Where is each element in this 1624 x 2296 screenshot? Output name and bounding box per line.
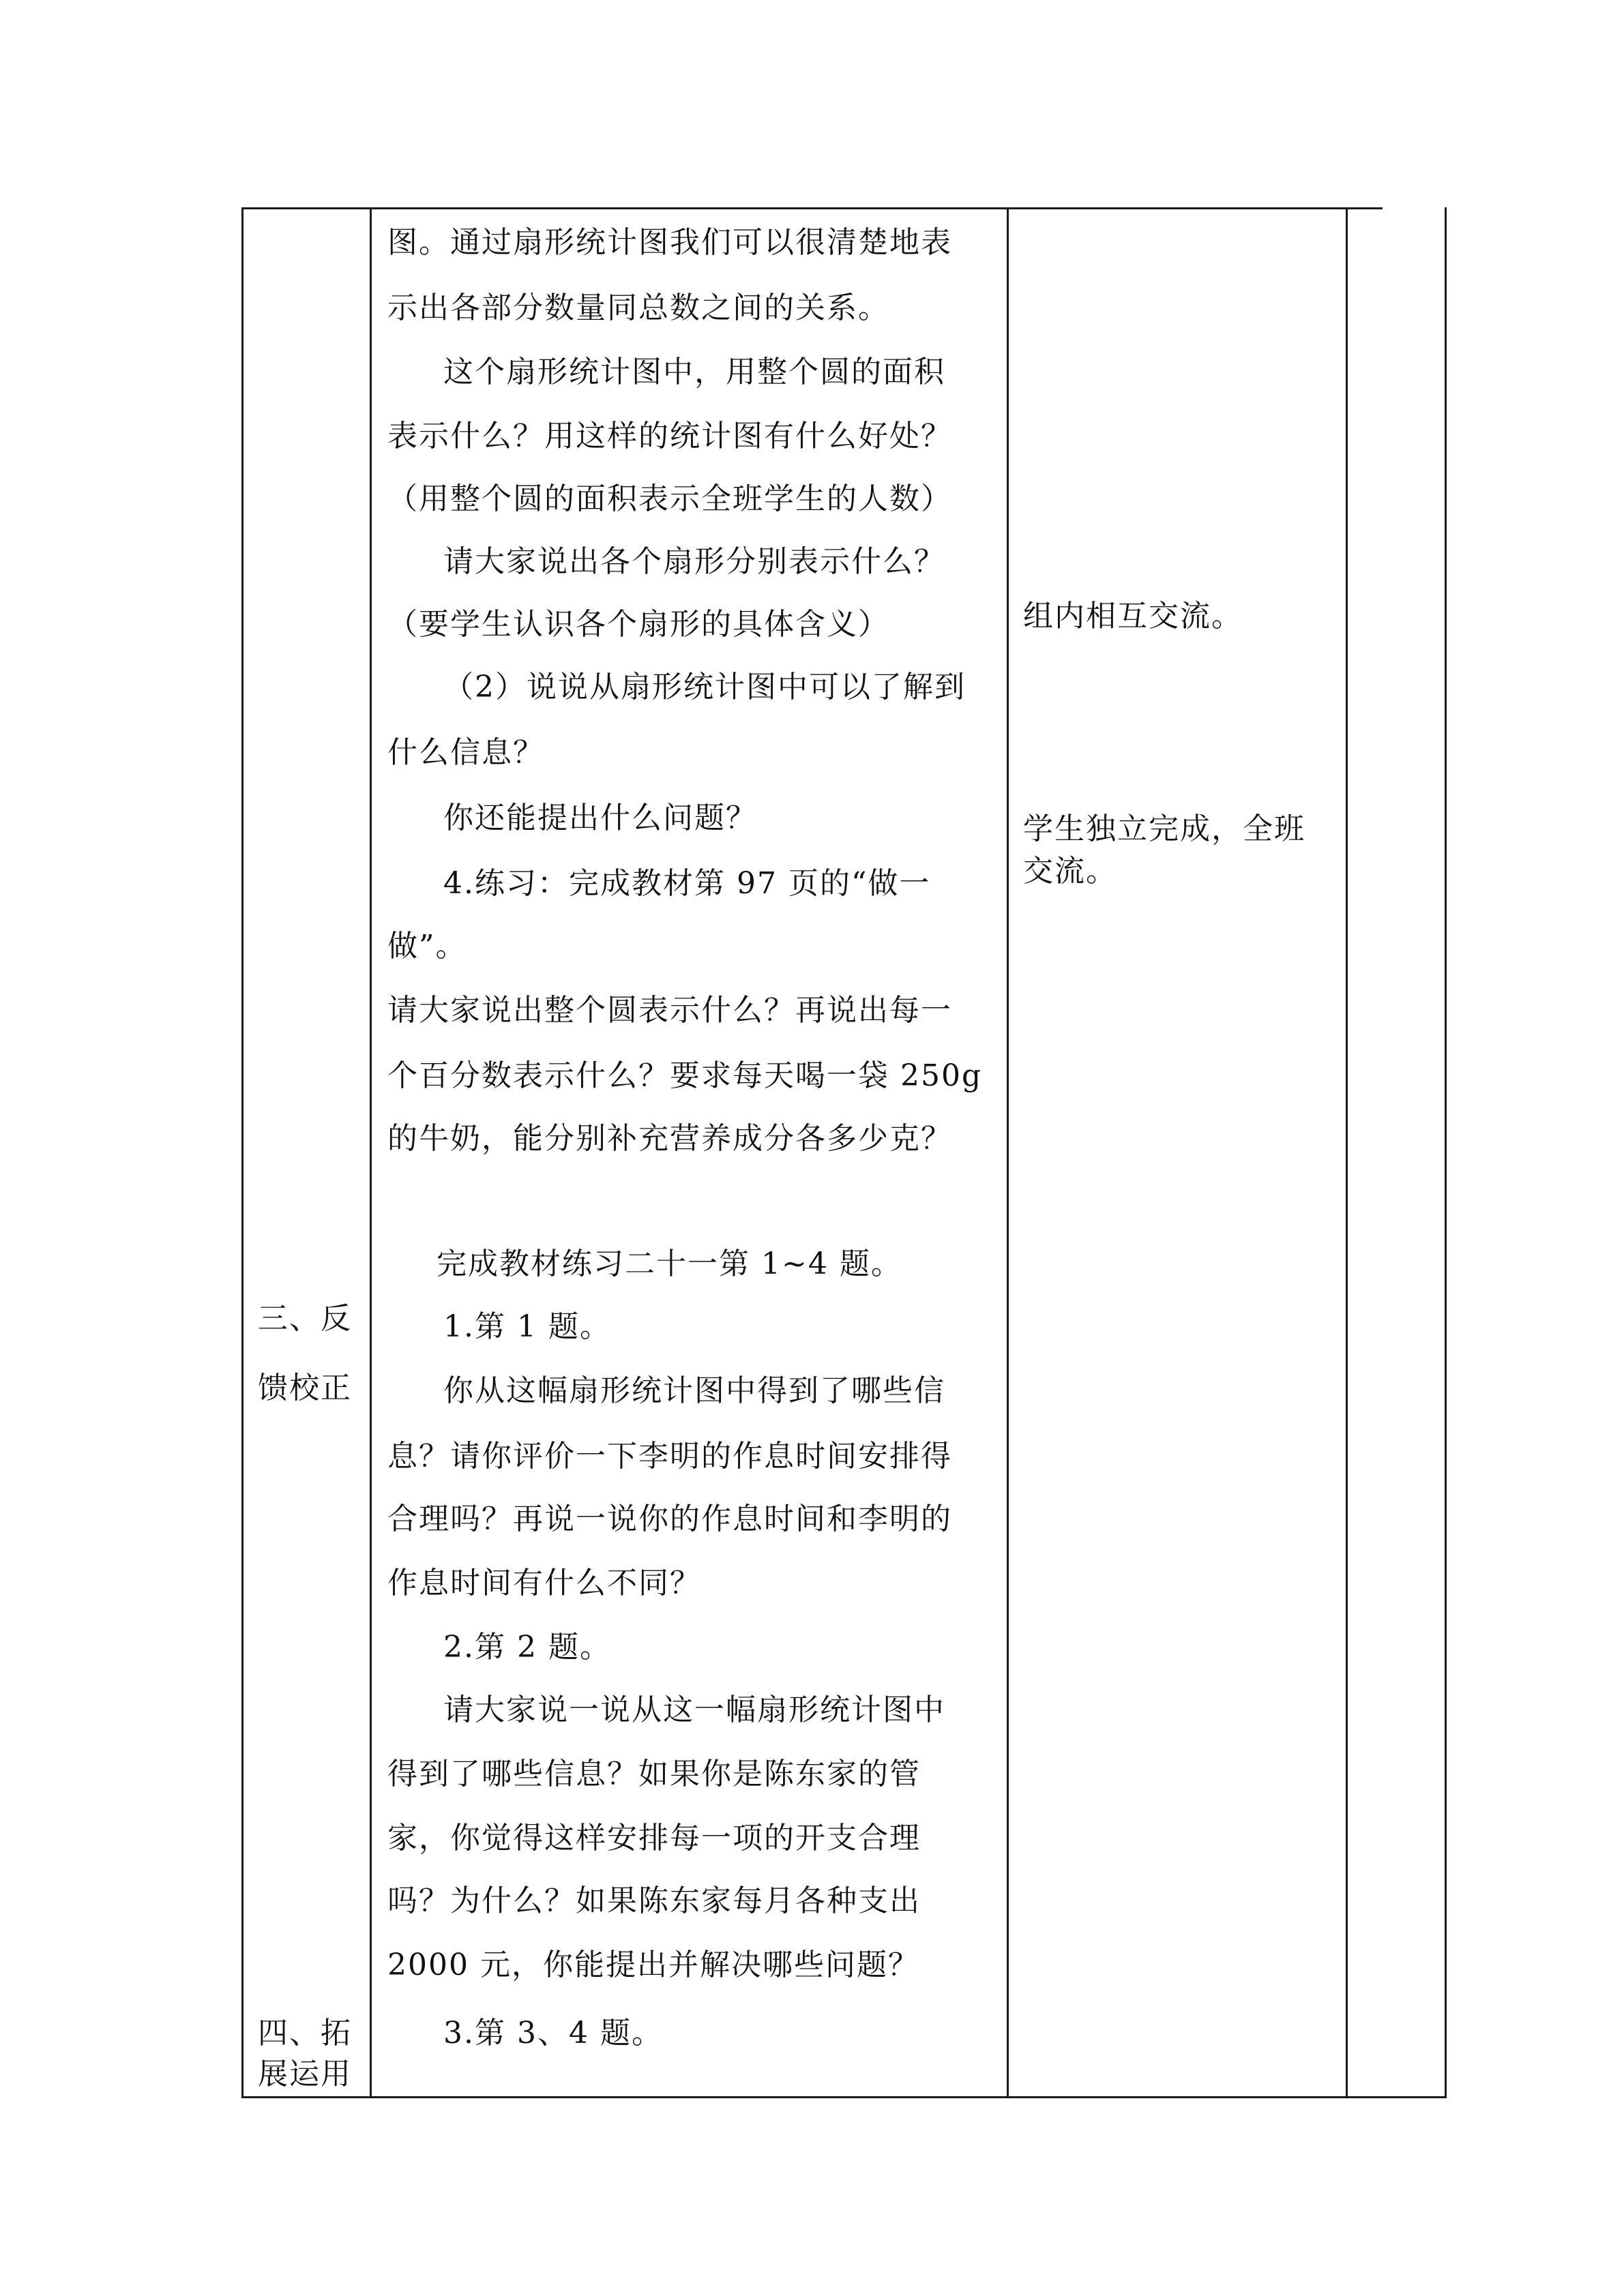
table-top-border [241,207,1383,209]
stage4-label-line1: 四、拓 [258,2016,352,2051]
content-line-6: 请大家说出各个扇形分别表示什么？ [443,544,945,579]
content-line-13: 请大家说出整个圆表示什么？再说出每一 [387,993,952,1028]
activity-note-2-line1: 学生独立完成，全班 [1023,811,1305,846]
content-line-7: （要学生认识各个扇形的具体含义） [387,607,889,642]
content-line-8: （2）说说从扇形统计图中可以了解到 [443,670,966,704]
activity-note-2-line2: 交流。 [1023,854,1117,889]
content-line-10: 你还能提出什么问题？ [443,801,757,835]
stage3-label-line2: 馈校正 [258,1371,352,1405]
column-divider-2 [1007,207,1009,2098]
content-line-9: 什么信息？ [387,735,544,770]
content-line-4: 表示什么？用这样的统计图有什么好处？ [387,419,952,453]
content-line-28: 3.第 3、4 题。 [443,2016,663,2051]
content-line-22: 2.第 2 题。 [443,1630,611,1665]
stage4-label-line2: 展运用 [258,2057,352,2091]
content-line-23: 请大家说一说从这一幅扇形统计图中 [443,1693,945,1727]
content-line-24: 得到了哪些信息？如果你是陈东家的管 [387,1757,921,1791]
table-right-border [1445,207,1447,2098]
content-line-16: 完成教材练习二十一第 1~4 题。 [437,1247,902,1281]
content-line-20: 合理吗？再说一说你的作息时间和李明的 [387,1502,952,1536]
content-line-11: 4.练习：完成教材第 97 页的“做一 [443,866,931,901]
content-line-27: 2000 元，你能提出并解决哪些问题？ [387,1948,919,1982]
content-line-19: 息？请你评价一下李明的作息时间安排得 [387,1439,952,1474]
content-line-15: 的牛奶，能分别补充营养成分各多少克？ [387,1121,952,1156]
table-bottom-border [241,2096,1447,2098]
content-line-2: 示出各部分数量同总数之间的关系。 [387,290,889,325]
table-left-border [241,207,243,2098]
stage3-label-line1: 三、反 [258,1301,352,1336]
content-line-12: 做”。 [387,929,467,964]
content-line-21: 作息时间有什么不同？ [387,1566,701,1600]
content-line-14: 个百分数表示什么？要求每天喝一袋 250g [387,1058,983,1093]
column-divider-1 [370,207,372,2098]
content-line-1: 图。通过扇形统计图我们可以很清楚地表 [387,225,952,260]
content-line-26: 吗？为什么？如果陈东家每月各种支出 [387,1883,921,1918]
content-line-25: 家，你觉得这样安排每一项的开支合理 [387,1821,921,1855]
content-line-18: 你从这幅扇形统计图中得到了哪些信 [443,1373,945,1408]
activity-note-1: 组内相互交流。 [1023,599,1243,633]
content-line-3: 这个扇形统计图中，用整个圆的面积 [443,355,945,389]
column-divider-3 [1346,207,1348,2098]
content-line-5: （用整个圆的面积表示全班学生的人数） [387,481,952,516]
content-line-17: 1.第 1 题。 [443,1309,611,1344]
